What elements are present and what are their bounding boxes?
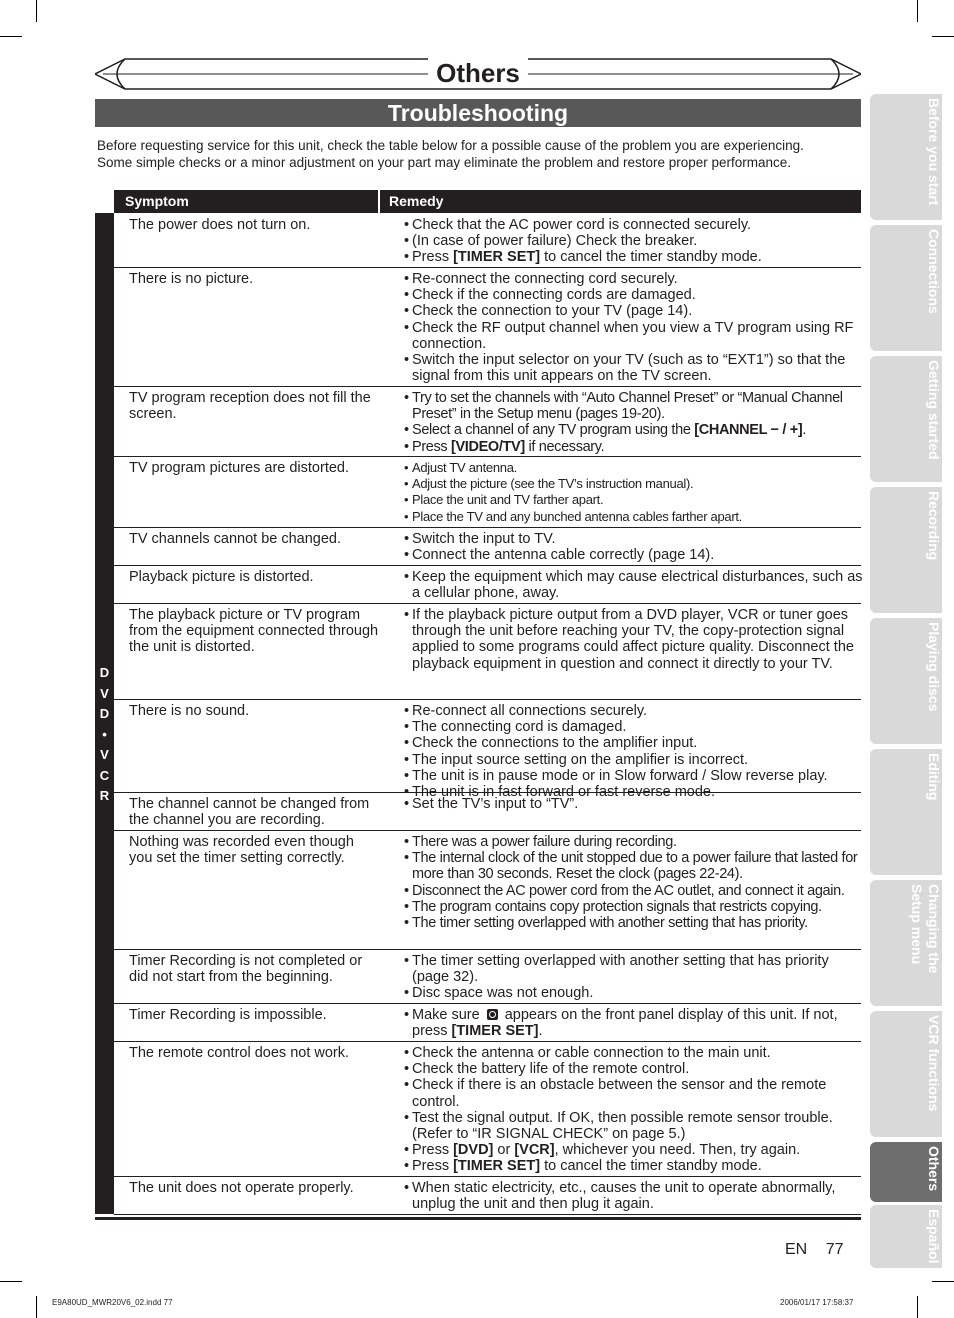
remedy-item: • Check the RF output channel when you view a TV program using RF connection. — [404, 320, 864, 352]
crop-mark — [36, 0, 37, 22]
side-tab-vcr-functions[interactable] — [870, 1011, 942, 1137]
remedy-cell — [404, 1180, 864, 1212]
table-row — [114, 1003, 861, 1042]
remedy-item: • Set the TV’s input to “TV”. — [404, 796, 864, 812]
crop-mark — [917, 1296, 918, 1318]
intro-line-1: Before requesting service for this unit, check the table below for a possible cause of the problem you are experiencing. — [97, 138, 804, 153]
remedy-cell — [404, 607, 864, 672]
symptom-cell: TV channels cannot be changed. — [129, 531, 342, 547]
remedy-cell — [404, 531, 864, 563]
intro-text — [97, 137, 867, 171]
remedy-item: • The program contains copy protection signals that restricts copying. — [404, 899, 864, 915]
crop-mark — [0, 1281, 22, 1282]
remedy-item: • Connect the antenna cable correctly (page 14). — [404, 547, 864, 563]
table-row — [114, 267, 861, 387]
side-tab-español[interactable] — [870, 1205, 942, 1268]
remedy-item: • Adjust TV antenna. — [404, 460, 864, 476]
table-row — [114, 386, 861, 457]
remedy-item: • Try to set the channels with “Auto Channel Preset” or “Manual Channel Preset” in the Setup menu (pages 19-20). — [404, 390, 864, 422]
remedy-item: • Switch the input selector on your TV (such as to “EXT1”) so that the signal from this unit appears on the TV screen. — [404, 352, 864, 384]
timer-clock-icon — [487, 1009, 498, 1020]
side-label-letter: D — [99, 706, 110, 721]
symptom-cell: The channel cannot be changed from the channel you are recording. — [129, 796, 370, 829]
table-row — [114, 1176, 861, 1215]
side-tab-label: Getting started — [926, 360, 942, 460]
side-label-letter: • — [102, 726, 107, 742]
side-label-letter: C — [99, 767, 110, 783]
remedy-item: • Test the signal output. If OK, then possible remote sensor trouble. (Refer to “IR SIGNAL CHECK” on page 5.) — [404, 1110, 864, 1142]
remedy-item: • Check if there is an obstacle between the sensor and the remote control. — [404, 1077, 864, 1109]
symptom-cell: The remote control does not work. — [129, 1045, 350, 1061]
remedy-item: • Adjust the picture (see the TV’s instruction manual). — [404, 476, 864, 492]
remedy-item: • Press [VIDEO/TV] if necessary. — [404, 439, 864, 455]
remedy-item: • The timer setting overlapped with another setting that has priority (page 32). — [404, 953, 864, 985]
intro-line-2: Some simple checks or a minor adjustment on your part may eliminate the problem and restore proper performance. — [97, 155, 792, 170]
remedy-cell — [404, 271, 864, 384]
remedy-item: • The unit is in fast forward or fast reverse mode. — [404, 784, 864, 800]
side-tab-editing[interactable] — [870, 749, 942, 875]
side-tab-label: VCR functions — [926, 1015, 942, 1112]
print-date-info: 2006/01/17 17:58:37 — [780, 1298, 854, 1307]
print-file-info: E9A80UD_MWR20V6_02.indd 77 — [52, 1298, 173, 1307]
side-tab-getting-started[interactable] — [870, 356, 942, 482]
symptom-cell: There is no picture. — [129, 271, 254, 287]
symptom-header: Symptom — [114, 190, 378, 213]
symptom-cell: Playback picture is distorted. — [129, 569, 314, 585]
header-banner — [95, 57, 861, 91]
crop-mark — [36, 1296, 37, 1318]
dvd-vcr-side-bar — [95, 213, 114, 1214]
remedy-cell — [404, 1045, 864, 1175]
side-tab-label: Playing discs — [926, 622, 942, 712]
table-row — [114, 1041, 861, 1177]
side-tab-label: Editing — [926, 753, 942, 801]
crop-mark — [0, 36, 22, 37]
remedy-item: • Disc space was not enough. — [404, 985, 864, 1001]
remedy-item: • Keep the equipment which may cause electrical disturbances, such as a cellular phone, away. — [404, 569, 864, 601]
page-footer — [785, 1241, 857, 1259]
remedy-item: • Re-connect all connections securely. — [404, 703, 864, 719]
remedy-item: • Check if the connecting cords are damaged. — [404, 287, 864, 303]
table-row — [114, 699, 861, 801]
remedy-item: • (In case of power failure) Check the breaker. — [404, 233, 864, 249]
remedy-item: • Press [TIMER SET] to cancel the timer standby mode. — [404, 249, 864, 265]
remedy-item: • Switch the input to TV. — [404, 531, 864, 547]
remedy-cell — [404, 390, 864, 455]
table-row — [114, 603, 861, 700]
remedy-item: • The unit is in pause mode or in Slow forward / Slow reverse play. — [404, 768, 864, 784]
symptom-cell: Timer Recording is not completed or did not start from the beginning. — [129, 953, 363, 986]
page-number: 77 — [825, 1241, 844, 1258]
side-tab-recording[interactable] — [870, 487, 942, 613]
symptom-cell: The power does not turn on. — [129, 217, 311, 233]
table-row — [114, 527, 861, 566]
page-title-text: Others — [428, 58, 528, 88]
remedy-item: • The connecting cord is damaged. — [404, 719, 864, 735]
remedy-cell — [404, 953, 864, 1002]
remedy-item: • Make sure appears on the front panel display of this unit. If not, press [TIMER SET]. — [404, 1007, 864, 1039]
remedy-cell — [404, 796, 864, 812]
crop-mark — [932, 1281, 954, 1282]
remedy-item: • Place the TV and any bunched antenna cables farther apart. — [404, 509, 864, 525]
symptom-cell: There is no sound. — [129, 703, 250, 719]
remedy-item: • The timer setting overlapped with another setting that has priority. — [404, 915, 864, 931]
side-tab-changing-the-setup-menu[interactable] — [870, 880, 942, 1006]
table-row — [114, 792, 861, 831]
side-tab-label: Changing the Setup menu — [909, 884, 942, 974]
remedy-item: • The input source setting on the amplifier is incorrect. — [404, 752, 864, 768]
side-tab-label: Others — [926, 1146, 942, 1192]
remedy-cell — [404, 703, 864, 800]
remedy-item: • Check that the AC power cord is connected securely. — [404, 217, 864, 233]
remedy-cell — [404, 569, 864, 601]
remedy-item: • The internal clock of the unit stopped due to a power failure that lasted for more than 30 seconds. Reset the clock (pages 22-24). — [404, 850, 864, 882]
symptom-cell: TV program reception does not fill the screen. — [129, 390, 371, 423]
symptom-cell: Timer Recording is impossible. — [129, 1007, 327, 1023]
remedy-item: • Place the unit and TV farther apart. — [404, 492, 864, 508]
side-tab-label: Connections — [926, 229, 942, 314]
side-tab-before-you-start[interactable] — [870, 94, 942, 220]
side-tab-connections[interactable] — [870, 225, 942, 351]
remedy-item: • Press [TIMER SET] to cancel the timer standby mode. — [404, 1158, 864, 1174]
symptom-cell: Nothing was recorded even though you set the timer setting correctly. — [129, 834, 354, 867]
remedy-cell — [404, 1007, 864, 1039]
symptom-cell: TV program pictures are distorted. — [129, 460, 350, 476]
crop-mark — [932, 36, 954, 37]
table-row — [114, 456, 861, 528]
remedy-item: • Check the connection to your TV (page 14). — [404, 303, 864, 319]
side-tab-others[interactable] — [870, 1142, 942, 1202]
remedy-header: Remedy — [380, 190, 861, 213]
remedy-item: • Check the battery life of the remote control. — [404, 1061, 864, 1077]
side-tab-playing-discs[interactable] — [870, 618, 942, 744]
remedy-item: • Check the connections to the amplifier input. — [404, 735, 864, 751]
table-row — [114, 565, 861, 604]
table-row — [114, 213, 861, 268]
remedy-item: • Press [DVD] or [VCR], whichever you need. Then, try again. — [404, 1142, 864, 1158]
table-bottom-rule — [95, 1217, 861, 1220]
side-tab-label: Recording — [926, 491, 942, 561]
side-label-letter: R — [99, 788, 110, 803]
remedy-item: • Check the antenna or cable connection to the main unit. — [404, 1045, 864, 1061]
page-title — [95, 57, 861, 91]
side-tab-label: Español — [926, 1209, 942, 1264]
remedy-item: • Disconnect the AC power cord from the AC outlet, and connect it again. — [404, 883, 864, 899]
table-row — [114, 830, 861, 950]
table-row — [114, 949, 861, 1004]
symptom-cell: The playback picture or TV program from the equipment connected through the unit is distorted. — [129, 607, 379, 656]
side-label-letter: V — [100, 747, 109, 762]
side-label-letter: D — [99, 665, 110, 680]
language-code: EN — [785, 1241, 808, 1258]
section-title: Troubleshooting — [95, 99, 861, 127]
side-label-letter: V — [100, 685, 109, 701]
remedy-cell — [404, 217, 864, 266]
crop-mark — [917, 0, 918, 22]
dvd-vcr-label — [95, 663, 114, 807]
side-tab-label: Before you start — [926, 98, 942, 206]
remedy-cell — [404, 834, 864, 931]
remedy-item: • There was a power failure during recording. — [404, 834, 864, 850]
remedy-item: • Re-connect the connecting cord securely. — [404, 271, 864, 287]
remedy-item: • If the playback picture output from a DVD player, VCR or tuner goes through the unit before reaching your TV, the copy-protection signal applied to some programs could affect picture quality. Disconnect the playback equipment in question and connect it directly to your TV. — [404, 607, 864, 672]
remedy-item: • Select a channel of any TV program using the [CHANNEL − / +]. — [404, 422, 864, 438]
remedy-cell — [404, 460, 864, 525]
symptom-cell: The unit does not operate properly. — [129, 1180, 354, 1196]
remedy-item: • When static electricity, etc., causes the unit to operate abnormally, unplug the unit and then plug it again. — [404, 1180, 864, 1212]
